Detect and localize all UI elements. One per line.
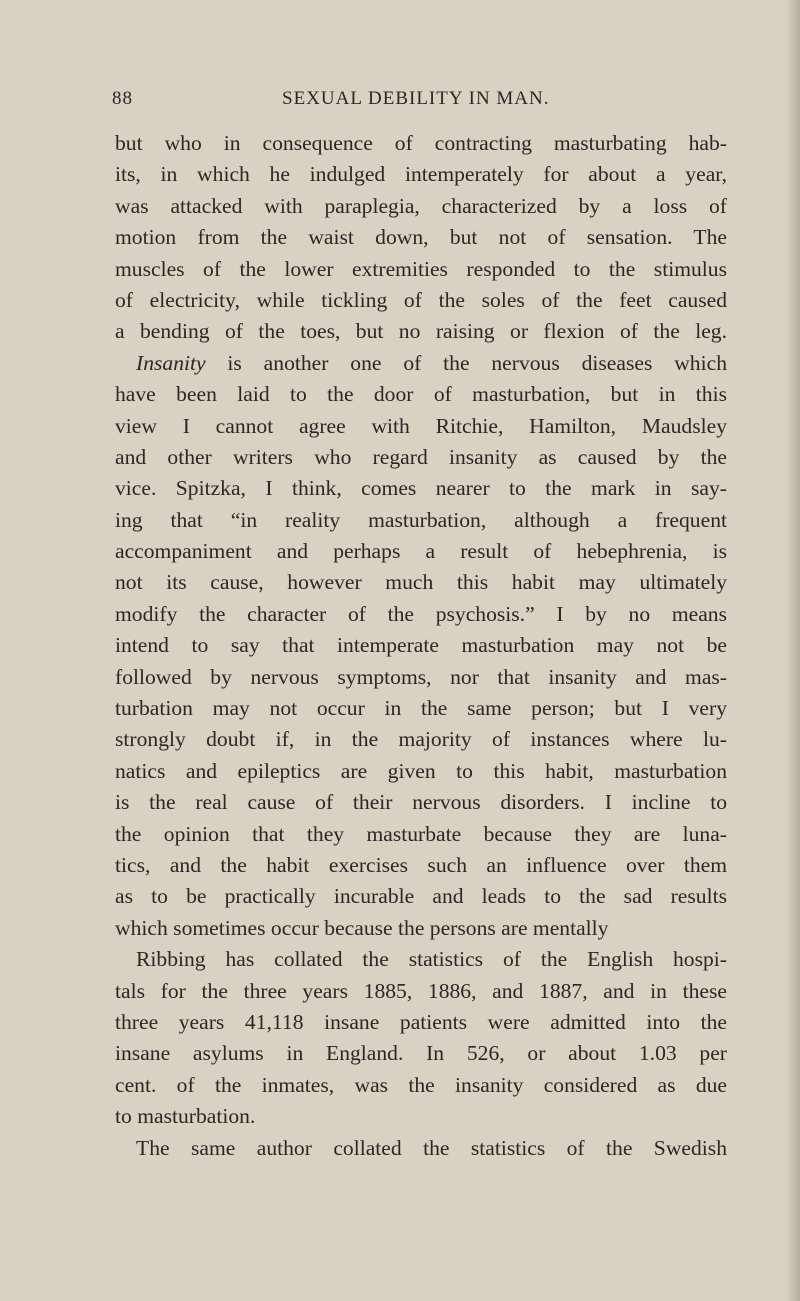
text-line: the opinion that they masturbate because they are luna- [115,821,727,846]
text-line: a bending of the toes, but no raising or flexion of the leg. [115,319,727,344]
running-head: SEXUAL DEBILITY IN MAN. [282,88,550,109]
text-line: which sometimes occur because the persons are mentally [115,915,609,940]
text-line: to masturbation. [115,1104,256,1129]
text-line: cent. of the inmates, was the insanity considered as due [115,1072,727,1097]
text-line: of electricity, while tickling of the soles of the feet caused [115,287,727,312]
text-line: three years 41,118 insane patients were admitted into the [115,1009,727,1034]
text-line: tals for the three years 1885, 1886, and 1887, and in these [115,978,727,1003]
text-line: have been laid to the door of masturbation, but in this [115,382,727,407]
italic-term: Insanity [136,350,206,375]
text-line: was attacked with paraplegia, characterized by a loss of [115,193,727,218]
text-line: ing that “in reality masturbation, although a frequent [115,507,727,532]
page-header [112,88,712,118]
text-line: The same author collated the statistics of the Swedish [136,1135,727,1160]
text-line: intend to say that intemperate masturbation may not be [115,633,727,658]
text-line: natics and epileptics are given to this habit, masturbation [115,758,727,783]
text-line: Ribbing has collated the statistics of the English hospi- [136,947,727,972]
text-line: modify the character of the psychosis.” I by no means [115,601,727,626]
text-line: insane asylums in England. In 526, or about 1.03 per [115,1041,727,1066]
text-line: accompaniment and perhaps a result of hebephrenia, is [115,539,727,564]
text-line: as to be practically incurable and leads to the sad results [115,884,727,909]
text-line [115,348,727,379]
text-line: but who in consequence of contracting masturbating hab- [115,131,727,155]
text-line: tics, and the habit exercises such an influence over them [115,852,727,877]
text-line: its, in which he indulged intemperately for about a year, [115,162,727,187]
text-line: muscles of the lower extremities responded to the stimulus [115,256,727,281]
text-line: vice. Spitzka, I think, comes nearer to the mark in say- [115,476,727,501]
text-line: followed by nervous symptoms, nor that insanity and mas- [115,664,727,689]
text-line: turbation may not occur in the same person; but I very [115,696,727,721]
page-edge-shadow [786,0,800,1301]
text-line: and other writers who regard insanity as caused by the [115,444,727,469]
body-text [115,128,727,1164]
page-number: 88 [112,88,133,109]
text-line: not its cause, however much this habit may ultimately [115,570,727,595]
text-line: strongly doubt if, in the majority of instances where lu- [115,727,727,752]
text-line: is the real cause of their nervous disorders. I incline to [115,790,727,815]
text-line: view I cannot agree with Ritchie, Hamilton, Maudsley [115,413,727,438]
text-line-rest: is another one of the nervous diseases which [205,350,727,375]
text-line: motion from the waist down, but not of sensation. The [115,225,727,250]
